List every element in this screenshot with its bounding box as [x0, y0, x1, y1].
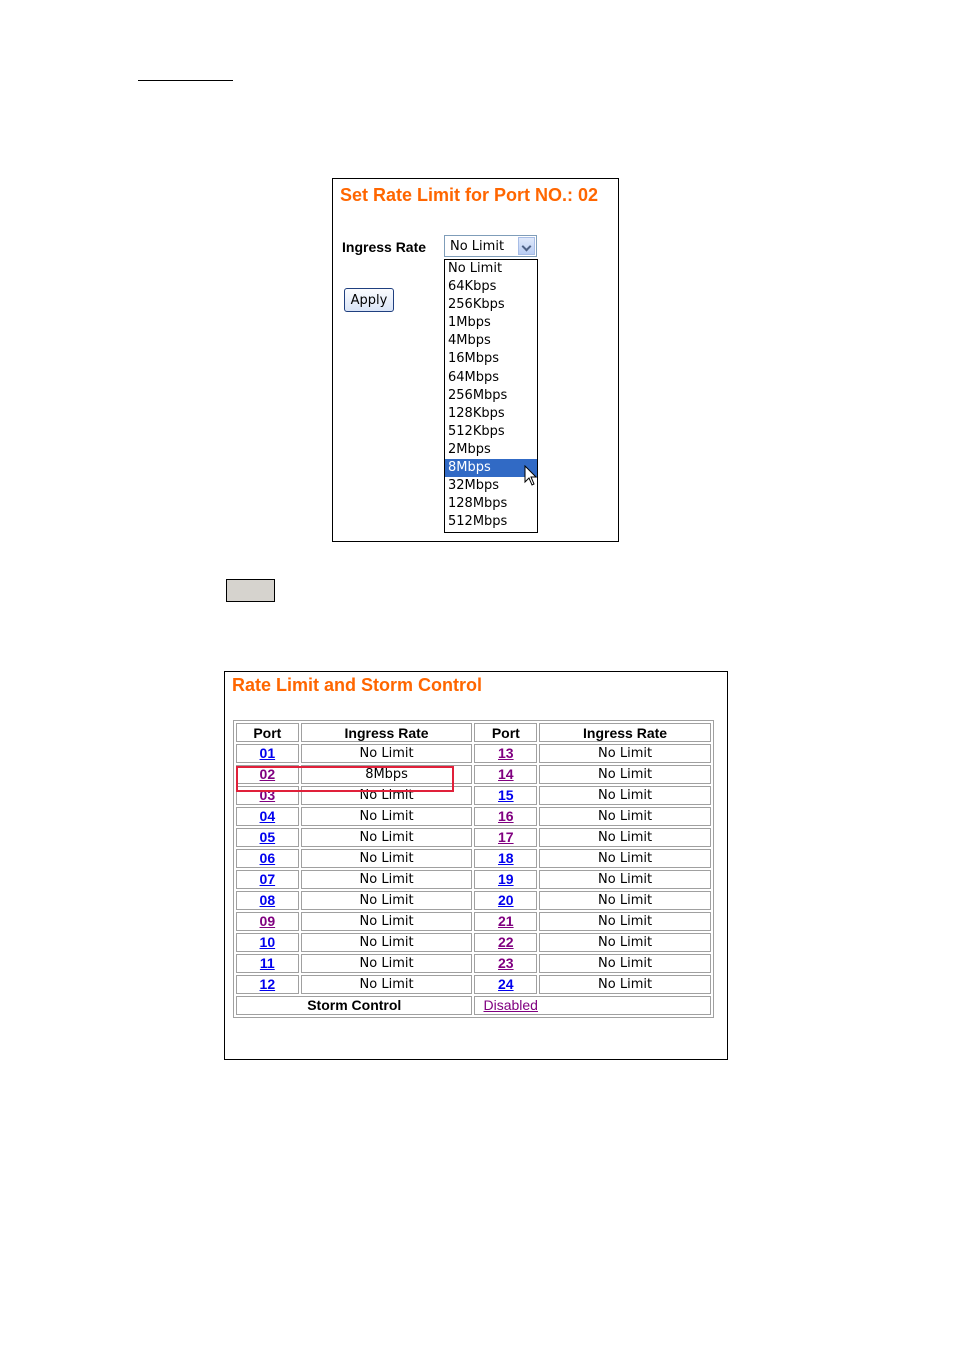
dropdown-option[interactable]: 128Kbps [448, 405, 505, 421]
dropdown-option[interactable]: 2Mbps [448, 441, 491, 457]
right-port-cell [474, 891, 537, 910]
header-port-left: Port [236, 723, 299, 742]
table-row [236, 807, 711, 826]
dropdown-option[interactable]: 128Mbps [448, 496, 508, 512]
dropdown-option[interactable]: 4Mbps [448, 333, 491, 349]
right-port-cell [474, 849, 537, 868]
left-port-cell [236, 849, 299, 868]
table-row [236, 765, 711, 784]
ingress-rate-label: Ingress Rate [342, 239, 427, 255]
table-row [236, 870, 711, 889]
right-ingress-rate-cell: No Limit [539, 849, 711, 868]
table-row [236, 954, 711, 973]
storm-control-label-cell [236, 996, 472, 1015]
left-port-cell [236, 807, 299, 826]
left-port-link[interactable]: 10 [259, 934, 276, 950]
storm-control-value-cell [474, 996, 711, 1015]
ingress-rate-dropdown-list[interactable] [444, 259, 538, 533]
right-ingress-rate-cell: No Limit [539, 744, 711, 763]
left-port-link[interactable]: 02 [259, 766, 276, 782]
right-port-link[interactable]: 21 [498, 913, 514, 929]
left-ingress-rate-cell: No Limit [301, 954, 473, 973]
left-ingress-rate-cell: No Limit [301, 933, 473, 952]
rate-limit-storm-panel [224, 671, 728, 1060]
left-port-cell [236, 870, 299, 889]
header-ingress-rate-right: Ingress Rate [539, 723, 711, 742]
right-port-link[interactable]: 13 [498, 745, 514, 761]
right-port-cell [474, 744, 537, 763]
right-port-cell [474, 807, 537, 826]
left-port-link[interactable]: 09 [259, 913, 276, 929]
right-port-cell [474, 975, 537, 994]
ingress-rate-select[interactable] [444, 235, 537, 257]
dropdown-option[interactable]: No Limit [448, 261, 503, 276]
rate-limit-storm-title: Rate Limit and Storm Control [232, 675, 483, 695]
left-port-link[interactable]: 11 [259, 955, 275, 971]
left-port-cell [236, 933, 299, 952]
table-row [236, 912, 711, 931]
table-header-row [236, 723, 711, 742]
mouse-pointer-icon [524, 465, 538, 487]
ingress-rate-select-value: No Limit [450, 239, 505, 254]
right-port-link[interactable]: 16 [498, 808, 514, 824]
set-rate-limit-title: Set Rate Limit for Port NO.: 02 [340, 185, 599, 205]
storm-control-link[interactable]: Disabled [483, 997, 538, 1013]
set-rate-limit-panel [332, 178, 619, 542]
dropdown-option[interactable]: 256Kbps [448, 297, 505, 313]
right-ingress-rate-cell: No Limit [539, 891, 711, 910]
dropdown-option[interactable]: 512Mbps [448, 514, 508, 530]
left-port-link[interactable]: 01 [259, 745, 276, 761]
right-port-cell [474, 954, 537, 973]
right-ingress-rate-cell: No Limit [539, 975, 711, 994]
table-row [236, 849, 711, 868]
right-port-link[interactable]: 24 [498, 976, 514, 992]
chevron-down-icon[interactable] [518, 237, 535, 255]
header-port-right: Port [474, 723, 537, 742]
left-ingress-rate-cell: No Limit [301, 849, 473, 868]
left-ingress-rate-cell: No Limit [301, 786, 473, 805]
left-port-cell [236, 828, 299, 847]
right-port-link[interactable]: 23 [498, 955, 514, 971]
left-port-link[interactable]: 08 [259, 892, 276, 908]
table-row [236, 786, 711, 805]
left-ingress-rate-cell: No Limit [301, 807, 473, 826]
table-row [236, 933, 711, 952]
right-ingress-rate-cell: No Limit [539, 954, 711, 973]
left-port-cell [236, 786, 299, 805]
left-port-cell [236, 954, 299, 973]
left-port-cell [236, 891, 299, 910]
left-port-link[interactable]: 07 [259, 871, 276, 887]
left-ingress-rate-cell: No Limit [301, 828, 473, 847]
top-underline-rule [138, 80, 233, 81]
left-port-link[interactable]: 06 [259, 850, 276, 866]
right-port-cell [474, 933, 537, 952]
right-ingress-rate-cell: No Limit [539, 828, 711, 847]
right-port-link[interactable]: 19 [498, 871, 514, 887]
left-port-link[interactable]: 05 [259, 829, 276, 845]
right-port-link[interactable]: 14 [498, 766, 514, 782]
right-ingress-rate-cell: No Limit [539, 912, 711, 931]
dropdown-option[interactable]: 32Mbps [448, 478, 500, 494]
left-ingress-rate-cell: No Limit [301, 975, 473, 994]
right-port-cell [474, 828, 537, 847]
right-port-cell [474, 912, 537, 931]
table-row [236, 975, 711, 994]
left-port-cell [236, 912, 299, 931]
left-ingress-rate-cell: No Limit [301, 891, 473, 910]
right-port-cell [474, 786, 537, 805]
right-port-cell [474, 765, 537, 784]
dropdown-option[interactable]: 64Mbps [448, 369, 500, 385]
left-port-link[interactable]: 12 [259, 976, 276, 992]
right-ingress-rate-cell: No Limit [539, 933, 711, 952]
dropdown-option[interactable]: 256Mbps [448, 387, 508, 403]
dropdown-option[interactable]: 16Mbps [448, 351, 500, 367]
right-ingress-rate-cell: No Limit [539, 765, 711, 784]
apply-button[interactable]: Apply [344, 288, 394, 312]
storm-control-label: Storm Control [307, 997, 402, 1013]
left-ingress-rate-cell: No Limit [301, 744, 473, 763]
left-ingress-rate-cell: 8Mbps [301, 765, 473, 784]
dropdown-option[interactable]: 512Kbps [448, 423, 505, 439]
left-port-cell [236, 975, 299, 994]
right-port-link[interactable]: 20 [498, 892, 514, 908]
table-row [236, 744, 711, 763]
gray-button[interactable] [226, 579, 275, 602]
left-ingress-rate-cell: No Limit [301, 870, 473, 889]
left-port-link[interactable]: 04 [259, 808, 276, 824]
right-port-link[interactable]: 15 [498, 787, 514, 803]
left-port-cell [236, 765, 299, 784]
header-ingress-rate-left: Ingress Rate [301, 723, 473, 742]
dropdown-option[interactable]: 1Mbps [448, 315, 491, 331]
left-port-cell [236, 744, 299, 763]
dropdown-option[interactable]: 8Mbps [445, 459, 537, 477]
right-port-link[interactable]: 17 [498, 829, 514, 845]
right-ingress-rate-cell: No Limit [539, 786, 711, 805]
right-ingress-rate-cell: No Limit [539, 870, 711, 889]
right-port-link[interactable]: 18 [498, 850, 514, 866]
table-row [236, 891, 711, 910]
left-ingress-rate-cell: No Limit [301, 912, 473, 931]
table-row [236, 828, 711, 847]
left-port-link[interactable]: 03 [259, 787, 276, 803]
right-port-link[interactable]: 22 [498, 934, 514, 950]
storm-control-row [236, 996, 711, 1015]
dropdown-option[interactable]: 64Kbps [448, 279, 497, 295]
right-port-cell [474, 870, 537, 889]
rate-limit-table [233, 720, 714, 1018]
right-ingress-rate-cell: No Limit [539, 807, 711, 826]
